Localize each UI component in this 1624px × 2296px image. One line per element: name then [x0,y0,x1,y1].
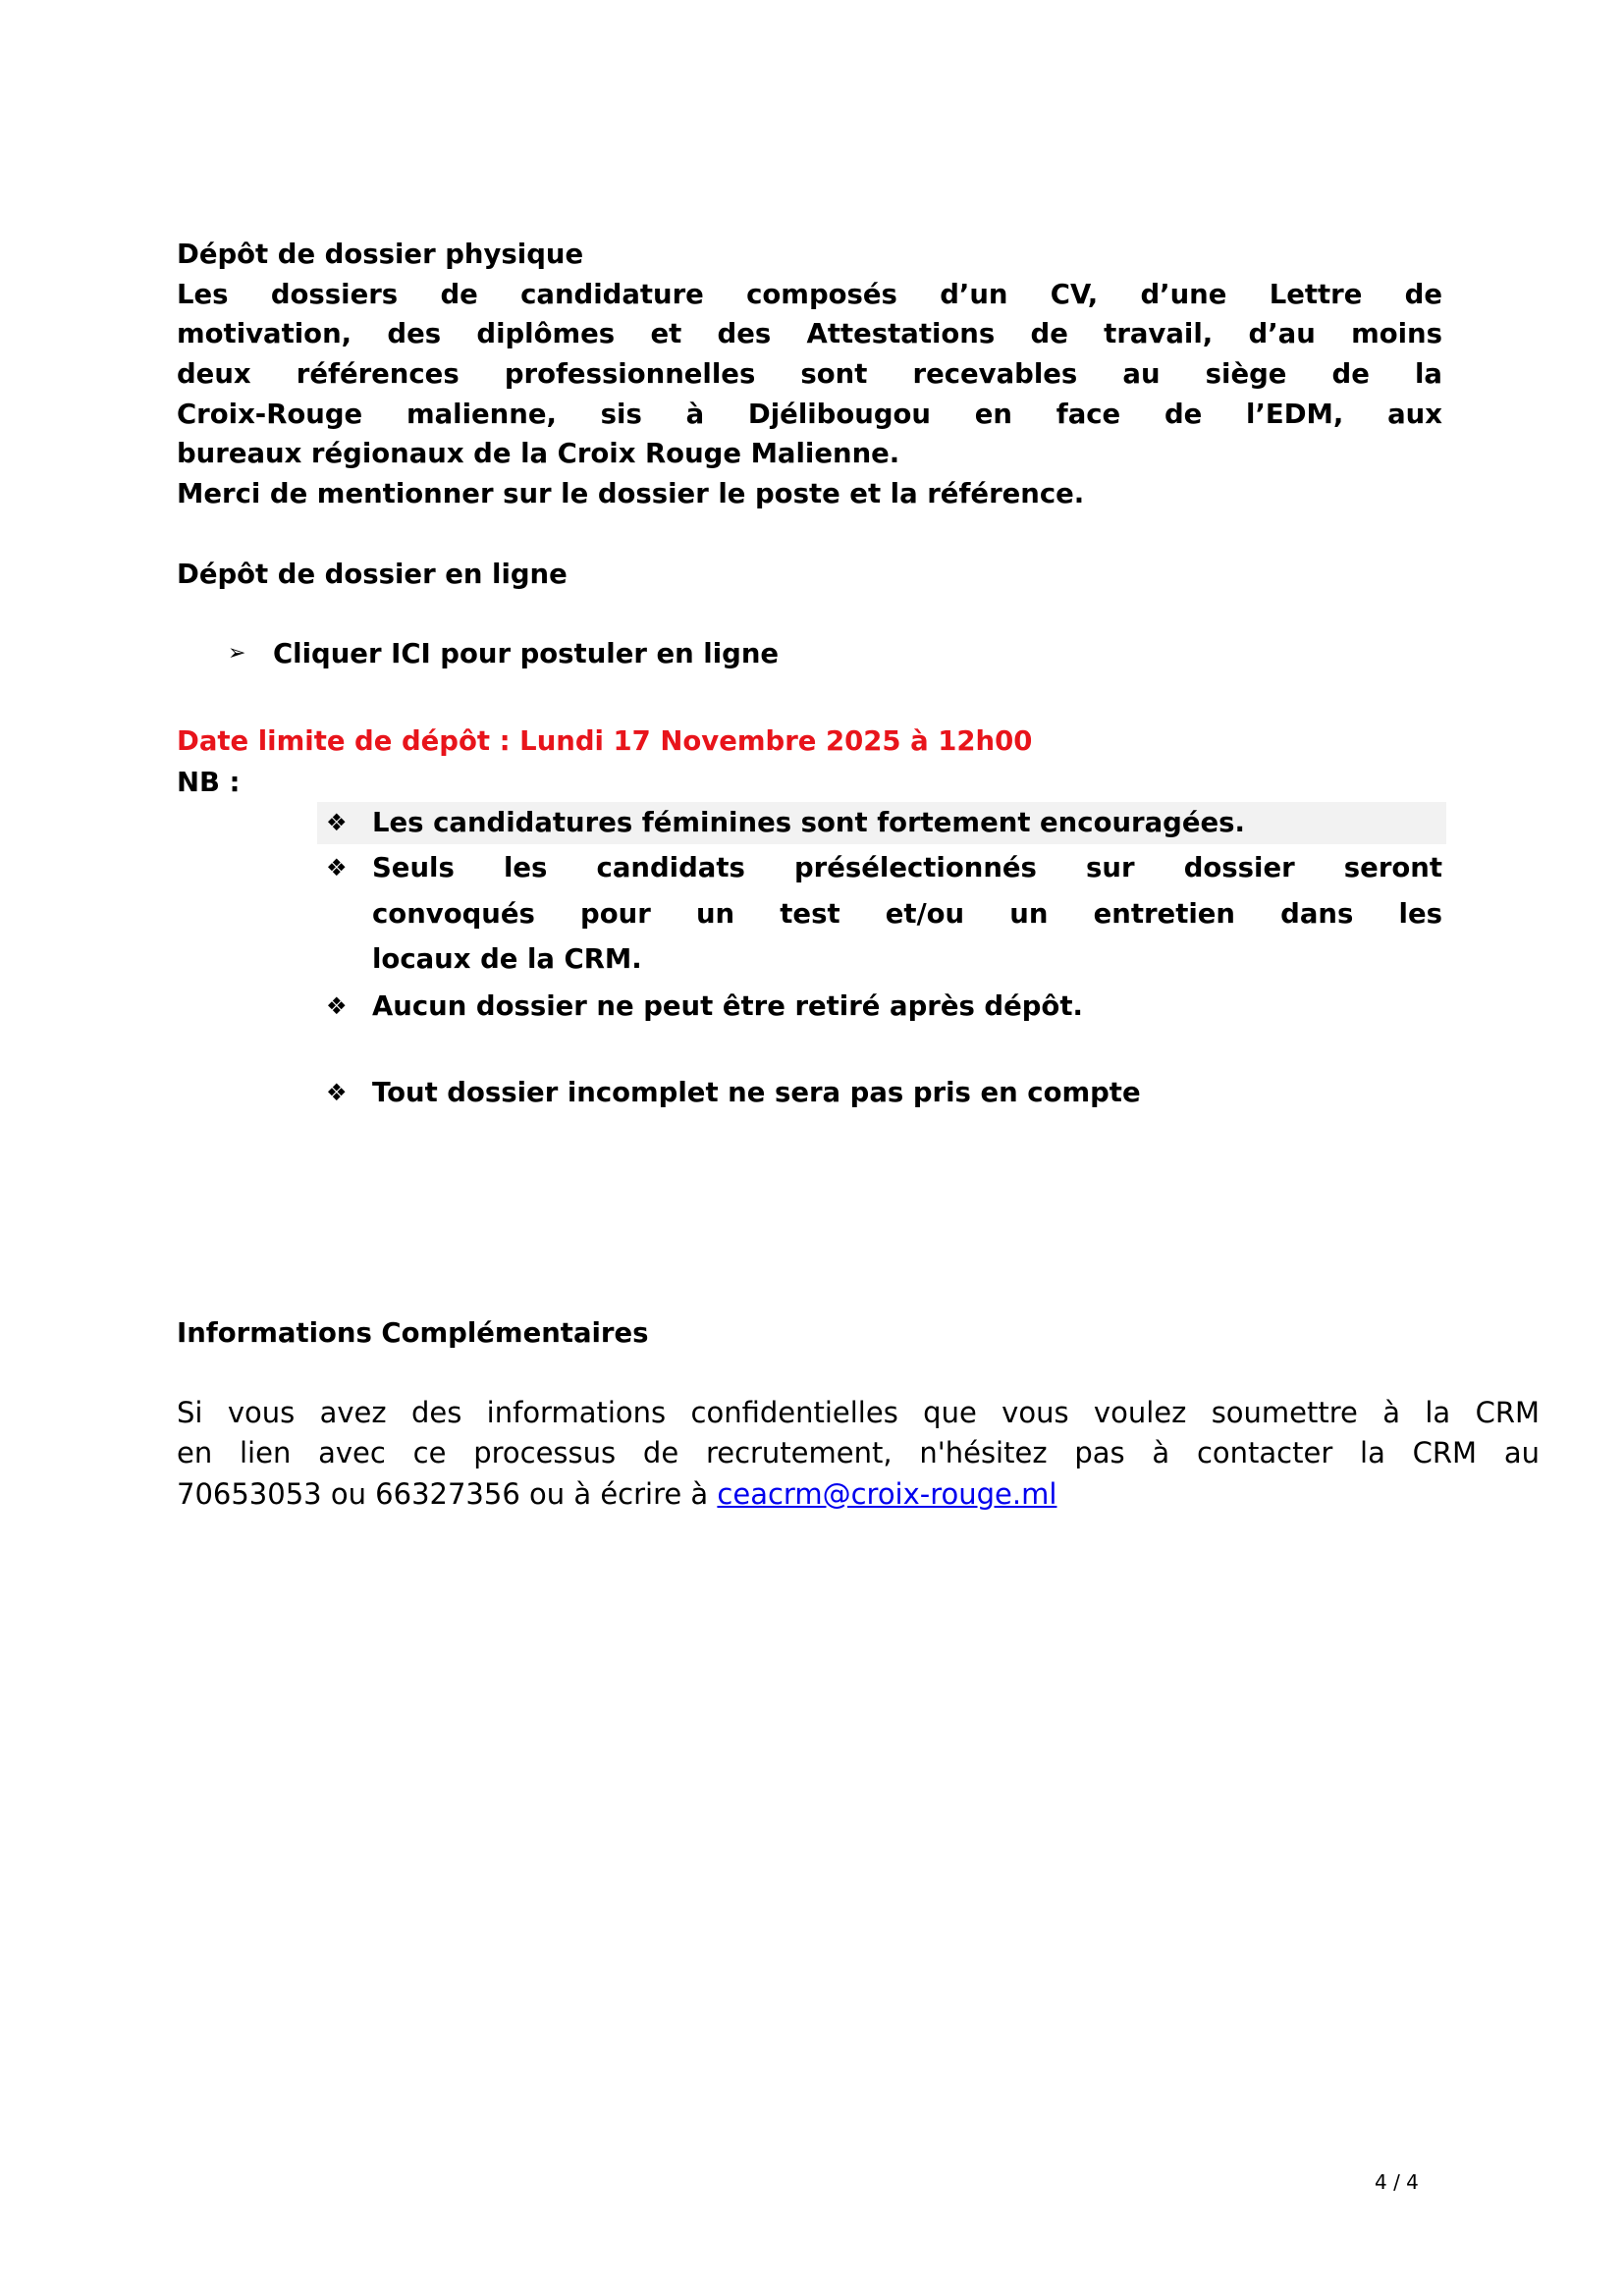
apply-online-link[interactable]: Cliquer ICI pour postuler en ligne [273,638,780,669]
physical-line: deux références professionnelles sont recevables au siège de la [177,358,1442,390]
nb-item: Seuls les candidats présélectionnés sur dossier seront [372,852,1442,883]
info-heading: Informations Complémentaires [177,1317,649,1349]
info-line: en lien avec ce processus de recrutement, n'hésitez pas à contacter la CRM au [177,1436,1540,1469]
diamond-bullet-icon: ❖ [326,1079,348,1106]
physical-line: Croix-Rouge malienne, sis à Djélibougou en face de l’EDM, aux [177,399,1442,430]
physical-line: bureaux régionaux de la Croix Rouge Malienne. [177,438,900,469]
info-contact-text: 70653053 ou 66327356 ou à écrire à [177,1477,718,1511]
physical-heading: Dépôt de dossier physique [177,239,584,270]
info-line [177,1474,1056,1514]
online-heading: Dépôt de dossier en ligne [177,559,568,590]
nb-item: Tout dossier incomplet ne sera pas pris en compte [372,1077,1141,1108]
page-number: 4 / 4 [1375,2170,1419,2194]
nb-label: NB : [177,767,241,798]
physical-note: Merci de mentionner sur le dossier le poste et la référence. [177,478,1085,509]
deadline: Date limite de dépôt : Lundi 17 Novembre 2025 à 12h00 [177,725,1033,757]
nb-item: Les candidatures féminines sont fortement encouragées. [372,807,1245,838]
diamond-bullet-icon: ❖ [326,809,348,836]
info-line: Si vous avez des informations confidentielles que vous voulez soumettre à la CRM [177,1396,1540,1429]
email-link[interactable]: ceacrm@croix-rouge.ml [717,1477,1057,1511]
physical-line: motivation, des diplômes et des Attestations de travail, d’au moins [177,318,1442,349]
physical-line: Les dossiers de candidature composés d’un CV, d’une Lettre de [177,279,1442,310]
diamond-bullet-icon: ❖ [326,992,348,1020]
arrow-bullet-icon: ➢ [228,641,246,666]
nb-item: locaux de la CRM. [372,943,642,975]
nb-item: Aucun dossier ne peut être retiré après dépôt. [372,990,1083,1022]
nb-item: convoqués pour un test et/ou un entretien dans les [372,898,1442,930]
diamond-bullet-icon: ❖ [326,854,348,881]
